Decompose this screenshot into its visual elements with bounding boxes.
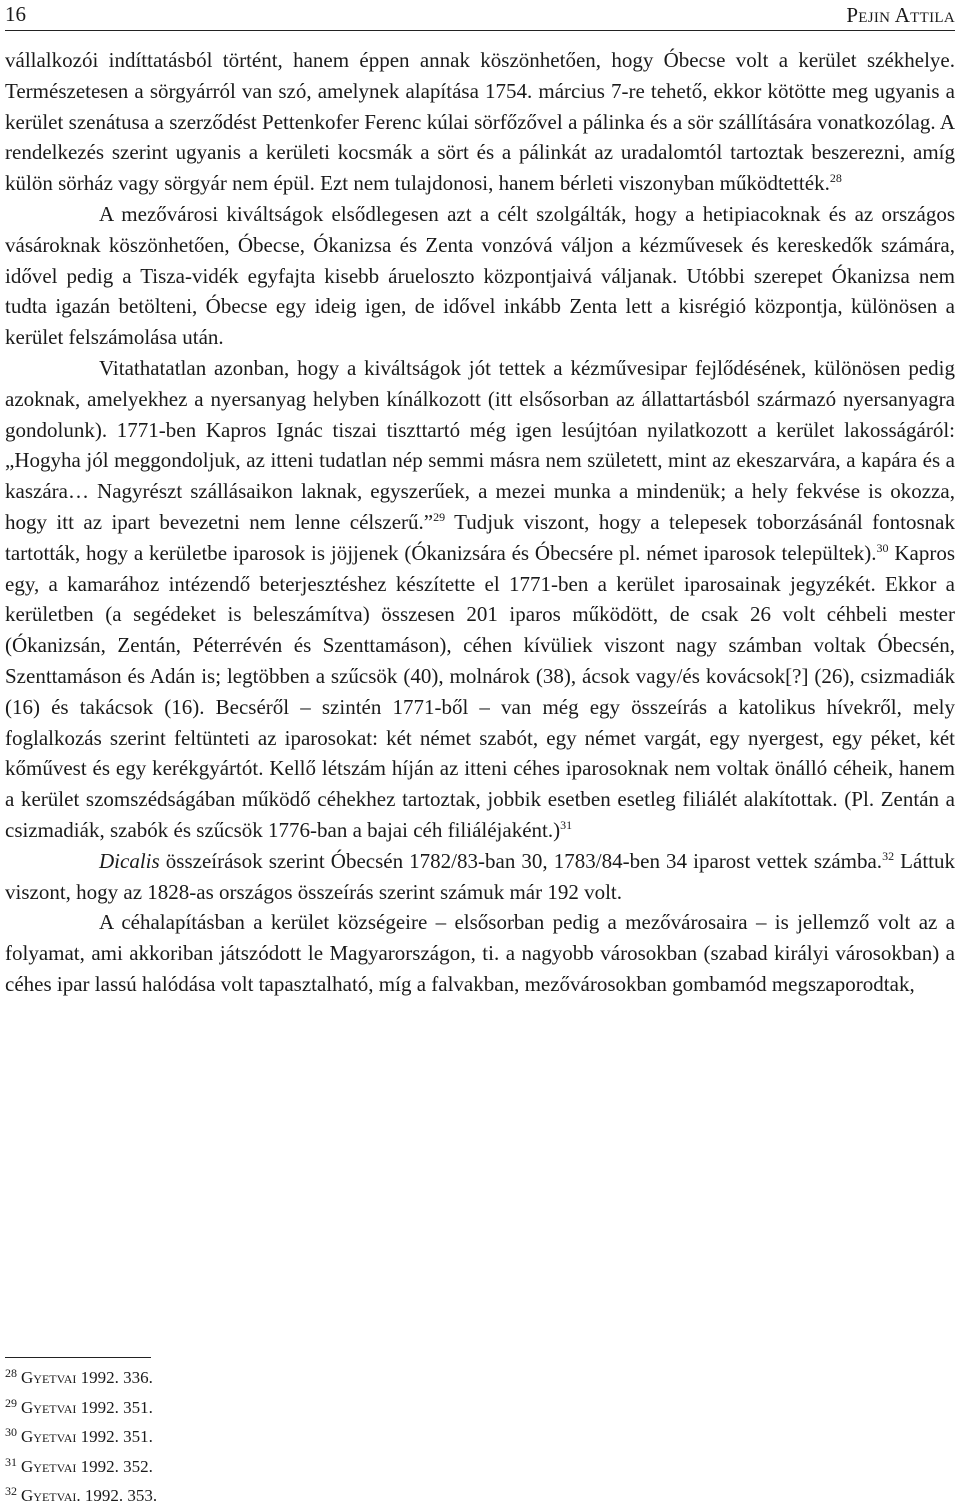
running-head: Pejin Attila (846, 3, 955, 27)
paragraph (5, 353, 955, 846)
paragraph (5, 199, 955, 353)
footnote-citation: 1992. 352. (76, 1456, 153, 1476)
footnote-reference: 28 (829, 171, 842, 186)
footnote-citation: 1992. 336. (76, 1368, 153, 1387)
text-run: Kapros egy, a kamarához intézendő beterjesztéshez készítette el 1771-ben a kerület iparosainak jegyzékét. Ekkor a kerületben (a segédeket is beleszámítva) összesen 201 iparos működött, de csak 26 volt céhbeli mester (Ókanizsán, Zentán, Péterrévén és Szenttamáson), céhen kívüliek viszont nagy számban voltak Óbecsén, Szenttamáson és Adán is; legtöbben a szűcsök (40), molnárok (38), ácsok vagy/és kovácsok[?] (26), csizmadiák (16) és takácsok (16). Becséről – szintén 1771-ből – van még egy összeírás a katolikus hívekről, mely foglalkozás szerint feltünteti az iparosokat: két német szabót, egy német vargát, egy nyergest, egy péket, két kőművest és egy kerékgyártót. Kellő létszám híján az itteni céhes iparosoknak nem voltak önálló céheik, hanem a kerület szomszédságában működő céhekhez tartoztak, jobbik esetben esetleg filiálét alakítottak. (Pl. Zentán a csizmadiák, szabók és szűcsök 1776-ban a bajai céh filiáléjaként.) (5, 540, 955, 842)
footnote-author: Gyetvai (21, 1456, 77, 1476)
text-run: A mezővárosi kiváltságok elsődlegesen azt a célt szolgálták, hogy a hetipiacoknak és az országos vásároknak köszönhetően, Óbecse, Ókanizsa és Zenta vonzóvá váljon a kézművesek és kereskedők számára, idővel pedig a Tisza-vidék egyfajta kisebb árueloszto központjaivá váljanak. Utóbbi szerepet Ókanizsa nem tudta igazán betölteni, Óbecse egy ideig igen, de idővel inkább Zenta lett a kisrégió központja, különösen a kerület felszámolása után. (5, 201, 955, 350)
footnote (5, 1479, 605, 1509)
footnote-number: 31 (5, 1454, 17, 1469)
paragraph (5, 907, 955, 999)
footnote-citation: 1992. 353. (80, 1486, 158, 1505)
footnote-number: 32 (5, 1484, 17, 1498)
text-run: A céhalapításban a kerület községeire – elsősorban pedig a mezővárosaira – is jellemző volt az a folyamat, ami akkoriban játszódott le Magyarországon, ti. a nagyobb városokban (szabad királyi városokban) a céhes ipar lassú halódása volt tapasztalható, míg a falvakban, mezővárosokban gombamód megszaporodtak, (5, 910, 955, 996)
footnote-number: 29 (5, 1395, 17, 1410)
footnote-author: Gyetvai. (21, 1486, 81, 1505)
paragraph (5, 846, 955, 908)
text-run: vállalkozói indíttatásból történt, hanem éppen annak köszönhetően, hogy Óbecse volt a kerület székhelye. Természetesen a sörgyárról van szó, amelynek alapítása 1754. március 7-re tehető, ekkor kötötte meg ugyanis a kerület szenátusa a szerződést Pettenkofer Ferenc kúlai sörfőzővel a pálinka és a sör szállítására vonatkozólag. A rendelkezés szerint ugyanis a kerületi kocsmák a sört és a pálinkát az uradalomtól tartoztak beszerezni, amíg külön sörház vagy sörgyár nem épül. Ezt nem tulajdonosi, hanem bérleti viszonyban működtették. (5, 48, 955, 196)
footnote-author: Gyetvai (21, 1427, 77, 1446)
italic-term: Dicalis (99, 848, 160, 873)
footnote (5, 1420, 605, 1450)
footnote-author: Gyetvai (21, 1368, 77, 1387)
footnote-author: Gyetvai (21, 1397, 77, 1417)
footnote-citation: 1992. 351. (76, 1427, 153, 1446)
text-run: összeírások szerint Óbecsén 1782/83-ban 30, 1783/84-ben 34 iparost vettek számba. (159, 848, 883, 873)
footnote (5, 1391, 605, 1421)
paragraph (5, 45, 955, 199)
footnote-reference: 30 (876, 540, 889, 555)
footnote-reference: 32 (882, 848, 895, 863)
text-run: Tudjuk viszont, hogy a telepesek toborzásánál fontosnak tartották, hogy a kerületbe iparosok is jöjjenek (Ókanizsára és Óbecsére pl. német iparosok települtek). (5, 509, 955, 565)
footnote-number: 28 (5, 1366, 17, 1380)
footnote-citation: 1992. 351. (76, 1397, 153, 1417)
text-run: Láttuk viszont, hogy az 1828-as országos összeírás szerint számuk már 192 volt. (5, 848, 955, 904)
footnote (5, 1361, 605, 1391)
page-number: 16 (5, 2, 26, 26)
footnote (5, 1450, 605, 1480)
footnote-reference: 29 (433, 509, 446, 524)
footnote-divider (5, 1357, 151, 1358)
page-header (5, 0, 955, 31)
text-run: Vitathatatlan azonban, hogy a kiváltságok jót tettek a kézművesipar fejlődésének, különösen pedig azoknak, amelyekhez a nyersanyag helyben kínálkozott (itt elsősorban az állattartásból származó nyersanyagra gondolunk). 1771-ben Kapros Ignác tiszai tiszttartó még igen lesújtóan nyilatkozott a kerület lakosságáról: „Hogyha jól meggondoljuk, az itteni tudatlan nép semmi másra nem született, mint az ekeszarvára, a kapára és a kaszára… Nagyrészt szállásaikon laknak, egyszerűek, a mezei munka a mindenük; a hely fekvése is okozza, hogy itt az ipart bevezetni nem lenne célszerű.” (5, 355, 955, 534)
footnotes (5, 1361, 605, 1509)
footnote-reference: 31 (560, 817, 573, 832)
footnote-number: 30 (5, 1425, 17, 1439)
body-text (5, 45, 955, 1000)
